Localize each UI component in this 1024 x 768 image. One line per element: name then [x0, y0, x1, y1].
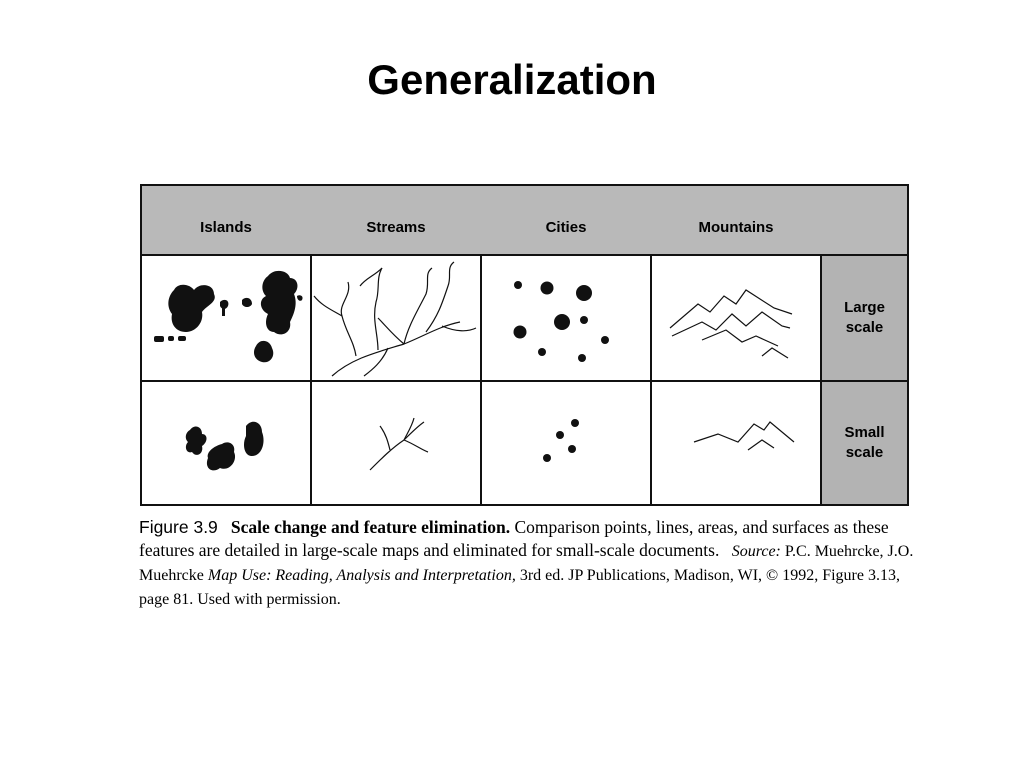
- feature-drawings: [142, 186, 907, 504]
- islands-small-drawing: [186, 422, 264, 471]
- column-header-mountains: Mountains: [698, 219, 774, 236]
- row-label-large-scale: Large scale: [822, 256, 907, 382]
- cities-large-drawing: [514, 281, 610, 362]
- caption-figure-label: Figure 3.9: [139, 517, 218, 537]
- caption-body: Comparison points, lines, areas, and surfaces as these features are detailed in large-scale maps and eliminated for small-scale documents.: [139, 517, 889, 560]
- islands-large-drawing: [154, 271, 303, 362]
- column-header-cities: Cities: [545, 219, 587, 236]
- caption-source-label: Source:: [731, 543, 781, 560]
- generalization-figure: [140, 184, 909, 506]
- mountains-small-drawing: [694, 422, 794, 450]
- streams-small-drawing: [370, 418, 428, 470]
- caption-source-authors: P.C. Muehrcke, J.O. Muehrcke: [139, 543, 914, 584]
- caption-source-details: 3rd ed. JP Publications, Madison, WI, © 1992, Figure 3.13, page 81. Used with permission.: [139, 567, 900, 608]
- row-label-small-scale: Small scale: [822, 382, 907, 504]
- streams-large-drawing: [314, 262, 476, 376]
- slide-title: Generalization: [367, 56, 657, 103]
- column-header-islands: Islands: [200, 219, 252, 236]
- cities-small-drawing: [543, 419, 579, 462]
- caption-source-book: Map Use: Reading, Analysis and Interpretation,: [207, 567, 516, 584]
- caption-figure-title: Scale change and feature elimination.: [230, 517, 511, 537]
- column-header-streams: Streams: [366, 219, 426, 236]
- figure-caption: [139, 516, 919, 611]
- mountains-large-drawing: [670, 290, 792, 358]
